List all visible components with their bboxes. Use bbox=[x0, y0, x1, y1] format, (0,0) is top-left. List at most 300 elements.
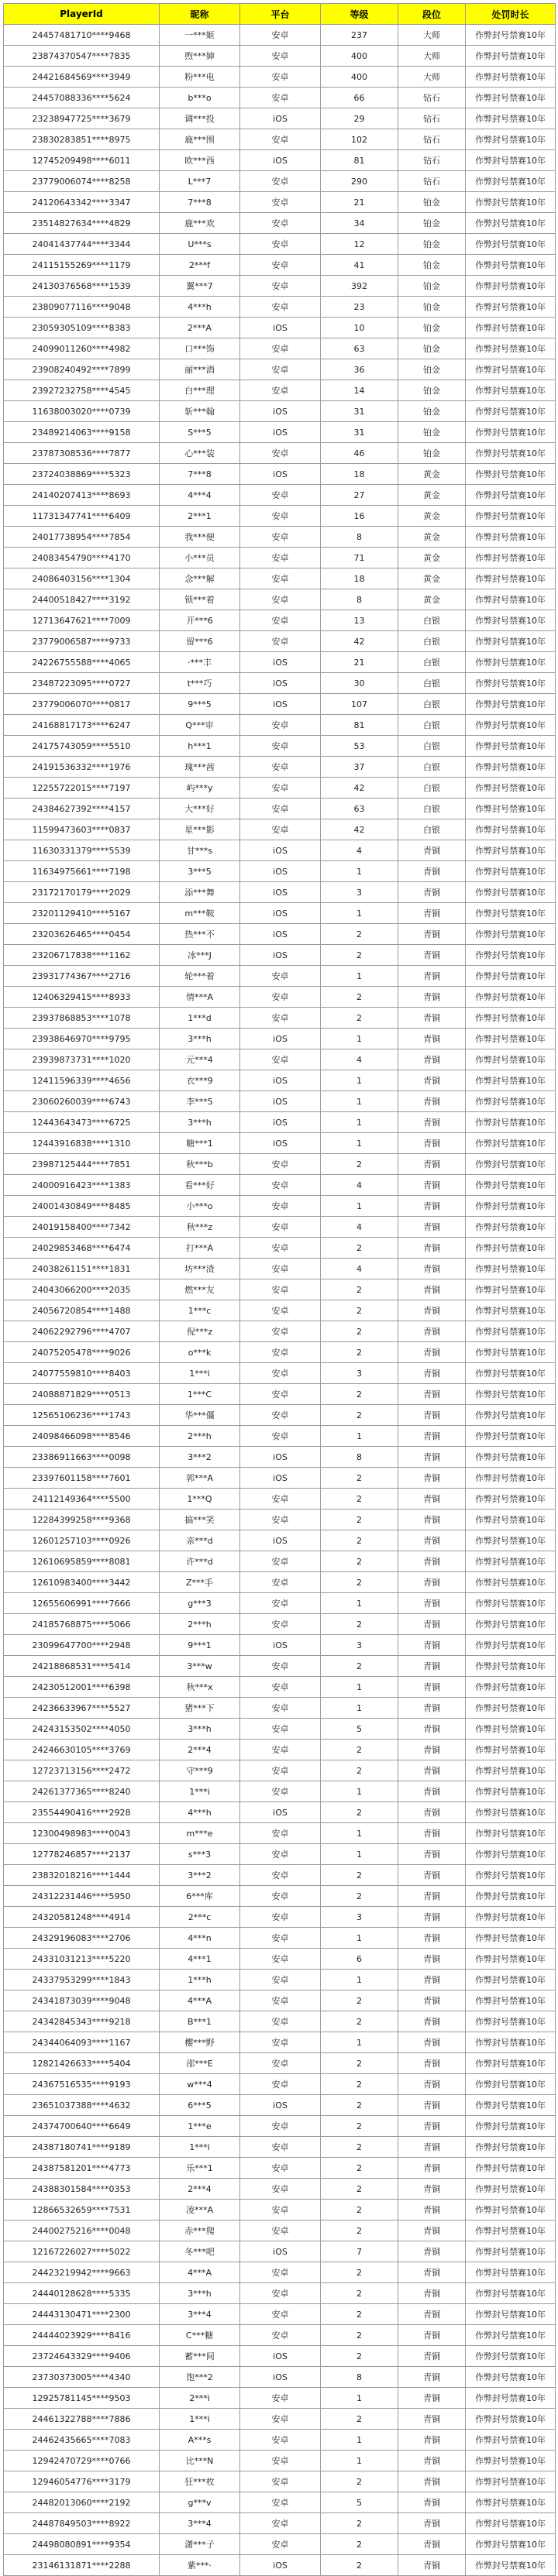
cell-player-id: 23724038869****5323 bbox=[4, 464, 160, 485]
cell-player-id: 12443916838****1310 bbox=[4, 1133, 160, 1154]
header-player-id: PlayerId bbox=[4, 4, 160, 25]
cell-penalty: 作弊封号禁赛10年 bbox=[466, 2032, 556, 2053]
cell-platform: 安卓 bbox=[240, 171, 321, 192]
cell-rank: 青铜 bbox=[398, 1949, 466, 1970]
cell-rank: 青铜 bbox=[398, 1719, 466, 1740]
cell-level: 8 bbox=[321, 2367, 398, 2388]
table-row bbox=[4, 1614, 556, 1635]
cell-rank: 钻石 bbox=[398, 88, 466, 108]
table-row bbox=[4, 255, 556, 276]
cell-rank: 铂金 bbox=[398, 443, 466, 464]
cell-penalty: 作弊封号禁赛10年 bbox=[466, 2513, 556, 2534]
cell-penalty: 作弊封号禁赛10年 bbox=[466, 1614, 556, 1635]
cell-platform: 安卓 bbox=[240, 966, 321, 987]
table-row bbox=[4, 882, 556, 903]
cell-platform: 安卓 bbox=[240, 2158, 321, 2179]
table-row bbox=[4, 380, 556, 401]
cell-platform: 安卓 bbox=[240, 338, 321, 359]
cell-platform: 安卓 bbox=[240, 1740, 321, 1760]
cell-penalty: 作弊封号禁赛10年 bbox=[466, 1719, 556, 1740]
cell-penalty: 作弊封号禁赛10年 bbox=[466, 1342, 556, 1363]
cell-nickname: 2***i bbox=[160, 2388, 240, 2409]
cell-rank: 青铜 bbox=[398, 1677, 466, 1698]
cell-player-id: 24115155269****1179 bbox=[4, 255, 160, 276]
table-row bbox=[4, 819, 556, 840]
cell-penalty: 作弊封号禁赛10年 bbox=[466, 631, 556, 652]
cell-rank: 青铜 bbox=[398, 1300, 466, 1321]
cell-platform: iOS bbox=[240, 2095, 321, 2116]
cell-player-id: 24226755588****4065 bbox=[4, 652, 160, 673]
cell-level: 21 bbox=[321, 652, 398, 673]
cell-penalty: 作弊封号禁赛10年 bbox=[466, 1907, 556, 1928]
cell-rank: 铂金 bbox=[398, 276, 466, 297]
cell-player-id: 12284399258****9368 bbox=[4, 1510, 160, 1530]
table-row bbox=[4, 1363, 556, 1384]
cell-nickname: 7***8 bbox=[160, 464, 240, 485]
cell-rank: 黄金 bbox=[398, 527, 466, 548]
cell-player-id: 24374700640****6649 bbox=[4, 2116, 160, 2137]
cell-penalty: 作弊封号禁赛10年 bbox=[466, 2346, 556, 2367]
cell-level: 5 bbox=[321, 2492, 398, 2513]
cell-platform: 安卓 bbox=[240, 129, 321, 150]
cell-platform: 安卓 bbox=[240, 1342, 321, 1363]
cell-rank: 青铜 bbox=[398, 1049, 466, 1070]
cell-penalty: 作弊封号禁赛10年 bbox=[466, 1133, 556, 1154]
cell-rank: 白银 bbox=[398, 819, 466, 840]
cell-penalty: 作弊封号禁赛10年 bbox=[466, 485, 556, 506]
cell-player-id: 12713647621****7009 bbox=[4, 610, 160, 631]
cell-nickname: 亲***d bbox=[160, 1530, 240, 1551]
cell-platform: 安卓 bbox=[240, 1321, 321, 1342]
table-row bbox=[4, 903, 556, 924]
cell-nickname: 许***d bbox=[160, 1551, 240, 1572]
cell-level: 2 bbox=[321, 2137, 398, 2158]
cell-platform: 安卓 bbox=[240, 255, 321, 276]
cell-level: 2 bbox=[321, 1614, 398, 1635]
cell-level: 237 bbox=[321, 25, 398, 46]
cell-rank: 青铜 bbox=[398, 1802, 466, 1823]
cell-level: 1 bbox=[321, 1970, 398, 1990]
cell-rank: 钻石 bbox=[398, 108, 466, 129]
cell-level: 107 bbox=[321, 694, 398, 715]
cell-rank: 黄金 bbox=[398, 506, 466, 527]
cell-penalty: 作弊封号禁赛10年 bbox=[466, 2116, 556, 2137]
cell-nickname: w***4 bbox=[160, 2074, 240, 2095]
cell-rank: 青铜 bbox=[398, 1133, 466, 1154]
cell-level: 2 bbox=[321, 1342, 398, 1363]
cell-platform: 安卓 bbox=[240, 2221, 321, 2241]
cell-nickname: 1***e bbox=[160, 2116, 240, 2137]
cell-rank: 铂金 bbox=[398, 359, 466, 380]
cell-nickname: 1***Q bbox=[160, 1489, 240, 1510]
cell-rank: 铂金 bbox=[398, 422, 466, 443]
table-row bbox=[4, 757, 556, 778]
cell-nickname: 衣***9 bbox=[160, 1070, 240, 1091]
cell-rank: 黄金 bbox=[398, 589, 466, 610]
cell-rank: 青铜 bbox=[398, 1363, 466, 1384]
cell-player-id: 24243153502****4050 bbox=[4, 1719, 160, 1740]
cell-level: 10 bbox=[321, 318, 398, 338]
cell-player-id: 24236633967****5527 bbox=[4, 1698, 160, 1719]
cell-nickname: 邵***E bbox=[160, 2053, 240, 2074]
cell-player-id: 12443643473****6725 bbox=[4, 1112, 160, 1133]
cell-level: 2 bbox=[321, 1468, 398, 1489]
cell-level: 30 bbox=[321, 673, 398, 694]
cell-level: 2 bbox=[321, 945, 398, 966]
cell-player-id: 24191536332****1976 bbox=[4, 757, 160, 778]
cell-platform: 安卓 bbox=[240, 2032, 321, 2053]
cell-penalty: 作弊封号禁赛10年 bbox=[466, 610, 556, 631]
cell-player-id: 12406329415****8933 bbox=[4, 987, 160, 1008]
cell-level: 2 bbox=[321, 1384, 398, 1405]
cell-platform: iOS bbox=[240, 2346, 321, 2367]
cell-nickname: 打***A bbox=[160, 1238, 240, 1259]
cell-penalty: 作弊封号禁赛10年 bbox=[466, 1049, 556, 1070]
cell-nickname: 潇***子 bbox=[160, 2534, 240, 2555]
table-row bbox=[4, 778, 556, 799]
cell-player-id: 24230512001****6398 bbox=[4, 1677, 160, 1698]
cell-rank: 铂金 bbox=[398, 297, 466, 318]
cell-level: 37 bbox=[321, 757, 398, 778]
cell-nickname: 守***9 bbox=[160, 1760, 240, 1781]
cell-rank: 铂金 bbox=[398, 318, 466, 338]
cell-level: 2 bbox=[321, 2116, 398, 2137]
cell-platform: 安卓 bbox=[240, 631, 321, 652]
cell-penalty: 作弊封号禁赛10年 bbox=[466, 1091, 556, 1112]
table-row bbox=[4, 1760, 556, 1781]
cell-nickname: 鹿***围 bbox=[160, 129, 240, 150]
cell-player-id: 24261377365****8240 bbox=[4, 1781, 160, 1802]
cell-level: 42 bbox=[321, 778, 398, 799]
table-row bbox=[4, 318, 556, 338]
cell-penalty: 作弊封号禁赛10年 bbox=[466, 799, 556, 819]
cell-rank: 黄金 bbox=[398, 464, 466, 485]
cell-nickname: 坊***渣 bbox=[160, 1259, 240, 1279]
cell-platform: 安卓 bbox=[240, 1279, 321, 1300]
cell-level: 1 bbox=[321, 1593, 398, 1614]
cell-penalty: 作弊封号禁赛10年 bbox=[466, 1802, 556, 1823]
cell-nickname: 2***4 bbox=[160, 2179, 240, 2200]
cell-penalty: 作弊封号禁赛10年 bbox=[466, 443, 556, 464]
cell-penalty: 作弊封号禁赛10年 bbox=[466, 2430, 556, 2451]
table-row bbox=[4, 1112, 556, 1133]
cell-nickname: B***1 bbox=[160, 2011, 240, 2032]
cell-platform: 安卓 bbox=[240, 192, 321, 213]
cell-player-id: 23987125444****7851 bbox=[4, 1154, 160, 1175]
cell-player-id: 24367516535****9193 bbox=[4, 2074, 160, 2095]
table-row bbox=[4, 422, 556, 443]
cell-player-id: 23830283851****8975 bbox=[4, 129, 160, 150]
table-row bbox=[4, 1635, 556, 1656]
cell-rank: 青铜 bbox=[398, 2283, 466, 2304]
cell-platform: 安卓 bbox=[240, 1865, 321, 1886]
cell-level: 1 bbox=[321, 1844, 398, 1865]
cell-level: 3 bbox=[321, 1363, 398, 1384]
cell-player-id: 24168817173****6247 bbox=[4, 715, 160, 736]
cell-penalty: 作弊封号禁赛10年 bbox=[466, 2241, 556, 2262]
cell-level: 7 bbox=[321, 2241, 398, 2262]
table-row bbox=[4, 1175, 556, 1196]
cell-nickname: Q***审 bbox=[160, 715, 240, 736]
cell-level: 2 bbox=[321, 2011, 398, 2032]
cell-nickname: A***s bbox=[160, 2430, 240, 2451]
cell-platform: 安卓 bbox=[240, 1175, 321, 1196]
table-row bbox=[4, 234, 556, 255]
cell-nickname: 华***僵 bbox=[160, 1405, 240, 1426]
cell-rank: 青铜 bbox=[398, 1865, 466, 1886]
cell-platform: 安卓 bbox=[240, 297, 321, 318]
cell-nickname: h***1 bbox=[160, 736, 240, 757]
cell-rank: 青铜 bbox=[398, 2513, 466, 2534]
cell-nickname: 白***理 bbox=[160, 380, 240, 401]
cell-level: 4 bbox=[321, 1217, 398, 1238]
cell-level: 400 bbox=[321, 67, 398, 88]
cell-player-id: 24457481710****9468 bbox=[4, 25, 160, 46]
cell-player-id: 11630331379****5539 bbox=[4, 840, 160, 861]
cell-player-id: 23787308536****7877 bbox=[4, 443, 160, 464]
cell-penalty: 作弊封号禁赛10年 bbox=[466, 464, 556, 485]
cell-player-id: 24086403156****1304 bbox=[4, 568, 160, 589]
cell-nickname: 念***解 bbox=[160, 568, 240, 589]
cell-platform: iOS bbox=[240, 401, 321, 422]
cell-platform: iOS bbox=[240, 1802, 321, 1823]
cell-player-id: 12655606991****7666 bbox=[4, 1593, 160, 1614]
cell-nickname: 2***A bbox=[160, 318, 240, 338]
table-row bbox=[4, 2451, 556, 2471]
cell-player-id: 24099011260****4982 bbox=[4, 338, 160, 359]
cell-level: 2 bbox=[321, 2283, 398, 2304]
cell-level: 2 bbox=[321, 1656, 398, 1677]
cell-nickname: 乐***1 bbox=[160, 2158, 240, 2179]
cell-player-id: 24482013060****2192 bbox=[4, 2492, 160, 2513]
cell-platform: 安卓 bbox=[240, 1154, 321, 1175]
table-row bbox=[4, 1781, 556, 1802]
cell-rank: 青铜 bbox=[398, 1154, 466, 1175]
cell-rank: 白银 bbox=[398, 673, 466, 694]
cell-rank: 青铜 bbox=[398, 987, 466, 1008]
cell-player-id: 12167226027****5022 bbox=[4, 2241, 160, 2262]
cell-nickname: 煦***婶 bbox=[160, 46, 240, 67]
cell-player-id: 23514827634****4829 bbox=[4, 213, 160, 234]
cell-level: 1 bbox=[321, 966, 398, 987]
cell-rank: 青铜 bbox=[398, 1196, 466, 1217]
cell-player-id: 24387180741****9189 bbox=[4, 2137, 160, 2158]
cell-penalty: 作弊封号禁赛10年 bbox=[466, 1279, 556, 1300]
table-row bbox=[4, 2430, 556, 2451]
cell-player-id: 23779006070****0817 bbox=[4, 694, 160, 715]
cell-rank: 青铜 bbox=[398, 1510, 466, 1530]
table-row bbox=[4, 1259, 556, 1279]
cell-penalty: 作弊封号禁赛10年 bbox=[466, 1510, 556, 1530]
cell-player-id: 24175743059****5510 bbox=[4, 736, 160, 757]
cell-player-id: 24130376568****1539 bbox=[4, 276, 160, 297]
cell-platform: 安卓 bbox=[240, 1719, 321, 1740]
cell-platform: 安卓 bbox=[240, 1760, 321, 1781]
cell-level: 14 bbox=[321, 380, 398, 401]
table-row bbox=[4, 2032, 556, 2053]
table-row bbox=[4, 1551, 556, 1572]
cell-platform: 安卓 bbox=[240, 1049, 321, 1070]
cell-penalty: 作弊封号禁赛10年 bbox=[466, 338, 556, 359]
cell-nickname: 1***i bbox=[160, 1363, 240, 1384]
cell-penalty: 作弊封号禁赛10年 bbox=[466, 2095, 556, 2116]
cell-platform: 安卓 bbox=[240, 2053, 321, 2074]
cell-platform: 安卓 bbox=[240, 548, 321, 568]
cell-platform: 安卓 bbox=[240, 2430, 321, 2451]
table-row bbox=[4, 1886, 556, 1907]
cell-platform: iOS bbox=[240, 1468, 321, 1489]
cell-rank: 青铜 bbox=[398, 2325, 466, 2346]
cell-penalty: 作弊封号禁赛10年 bbox=[466, 1865, 556, 1886]
cell-platform: 安卓 bbox=[240, 1593, 321, 1614]
cell-player-id: 23146131871****2288 bbox=[4, 2555, 160, 2576]
table-row bbox=[4, 192, 556, 213]
cell-penalty: 作弊封号禁赛10年 bbox=[466, 1844, 556, 1865]
cell-platform: 安卓 bbox=[240, 527, 321, 548]
cell-nickname: 留***6 bbox=[160, 631, 240, 652]
table-row bbox=[4, 1677, 556, 1698]
table-row bbox=[4, 589, 556, 610]
cell-penalty: 作弊封号禁赛10年 bbox=[466, 1551, 556, 1572]
cell-penalty: 作弊封号禁赛10年 bbox=[466, 1886, 556, 1907]
table-row bbox=[4, 2513, 556, 2534]
table-row bbox=[4, 548, 556, 568]
table-row bbox=[4, 652, 556, 673]
cell-platform: 安卓 bbox=[240, 276, 321, 297]
cell-level: 12 bbox=[321, 234, 398, 255]
cell-level: 1 bbox=[321, 1426, 398, 1447]
cell-player-id: 12601257103****0926 bbox=[4, 1530, 160, 1551]
cell-level: 16 bbox=[321, 506, 398, 527]
cell-penalty: 作弊封号禁赛10年 bbox=[466, 2158, 556, 2179]
cell-player-id: 23203626465****0454 bbox=[4, 924, 160, 945]
table-row bbox=[4, 924, 556, 945]
cell-platform: 安卓 bbox=[240, 1405, 321, 1426]
cell-level: 46 bbox=[321, 443, 398, 464]
cell-penalty: 作弊封号禁赛10年 bbox=[466, 2492, 556, 2513]
cell-platform: iOS bbox=[240, 464, 321, 485]
cell-level: 2 bbox=[321, 1489, 398, 1510]
cell-rank: 青铜 bbox=[398, 2116, 466, 2137]
cell-player-id: 23931774367****2716 bbox=[4, 966, 160, 987]
cell-nickname: 3***4 bbox=[160, 2304, 240, 2325]
cell-nickname: g***v bbox=[160, 2492, 240, 2513]
cell-penalty: 作弊封号禁赛10年 bbox=[466, 2221, 556, 2241]
cell-player-id: 23059305109****8383 bbox=[4, 318, 160, 338]
cell-penalty: 作弊封号禁赛10年 bbox=[466, 297, 556, 318]
cell-platform: 安卓 bbox=[240, 2283, 321, 2304]
cell-penalty: 作弊封号禁赛10年 bbox=[466, 945, 556, 966]
cell-level: 41 bbox=[321, 255, 398, 276]
cell-penalty: 作弊封号禁赛10年 bbox=[466, 987, 556, 1008]
cell-penalty: 作弊封号禁赛10年 bbox=[466, 966, 556, 987]
cell-nickname: 一***姬 bbox=[160, 25, 240, 46]
cell-penalty: 作弊封号禁赛10年 bbox=[466, 2471, 556, 2492]
cell-player-id: 23927232758****4545 bbox=[4, 380, 160, 401]
table-row bbox=[4, 1823, 556, 1844]
cell-level: 21 bbox=[321, 192, 398, 213]
cell-platform: 安卓 bbox=[240, 1949, 321, 1970]
cell-rank: 白银 bbox=[398, 799, 466, 819]
cell-player-id: 12565106236****1743 bbox=[4, 1405, 160, 1426]
cell-penalty: 作弊封号禁赛10年 bbox=[466, 1823, 556, 1844]
cell-nickname: 倪***z bbox=[160, 1321, 240, 1342]
cell-player-id: 24112149364****5500 bbox=[4, 1489, 160, 1510]
cell-level: 34 bbox=[321, 213, 398, 234]
cell-player-id: 23489214063****9158 bbox=[4, 422, 160, 443]
cell-nickname: 郭***A bbox=[160, 1468, 240, 1489]
cell-platform: 安卓 bbox=[240, 2200, 321, 2221]
table-row bbox=[4, 2116, 556, 2137]
table-row bbox=[4, 1133, 556, 1154]
cell-nickname: 锁***着 bbox=[160, 589, 240, 610]
cell-rank: 白银 bbox=[398, 757, 466, 778]
cell-nickname: 鹿***欢 bbox=[160, 213, 240, 234]
cell-platform: iOS bbox=[240, 903, 321, 924]
cell-nickname: 情***A bbox=[160, 987, 240, 1008]
table-row bbox=[4, 1342, 556, 1363]
cell-player-id: 23060260039****6743 bbox=[4, 1091, 160, 1112]
cell-penalty: 作弊封号禁赛10年 bbox=[466, 1635, 556, 1656]
table-row bbox=[4, 108, 556, 129]
cell-penalty: 作弊封号禁赛10年 bbox=[466, 548, 556, 568]
cell-platform: 安卓 bbox=[240, 568, 321, 589]
cell-platform: 安卓 bbox=[240, 1572, 321, 1593]
cell-penalty: 作弊封号禁赛10年 bbox=[466, 276, 556, 297]
cell-player-id: 24218868531****5414 bbox=[4, 1656, 160, 1677]
cell-player-id: 24041437744****3344 bbox=[4, 234, 160, 255]
cell-level: 2 bbox=[321, 2262, 398, 2283]
cell-nickname: 3***h bbox=[160, 1112, 240, 1133]
cell-nickname: 大***好 bbox=[160, 799, 240, 819]
cell-nickname: 6***库 bbox=[160, 1886, 240, 1907]
cell-nickname: 蓄***间 bbox=[160, 2346, 240, 2367]
cell-rank: 大师 bbox=[398, 67, 466, 88]
cell-level: 2 bbox=[321, 1530, 398, 1551]
cell-rank: 青铜 bbox=[398, 2053, 466, 2074]
cell-platform: iOS bbox=[240, 422, 321, 443]
cell-player-id: 24077559810****8403 bbox=[4, 1363, 160, 1384]
cell-player-id: 24331031213****5220 bbox=[4, 1949, 160, 1970]
cell-level: 1 bbox=[321, 861, 398, 882]
cell-platform: iOS bbox=[240, 924, 321, 945]
cell-platform: 安卓 bbox=[240, 1907, 321, 1928]
cell-penalty: 作弊封号禁赛10年 bbox=[466, 1070, 556, 1091]
cell-level: 1 bbox=[321, 1677, 398, 1698]
cell-level: 2 bbox=[321, 2053, 398, 2074]
cell-platform: 安卓 bbox=[240, 2451, 321, 2471]
cell-rank: 青铜 bbox=[398, 1970, 466, 1990]
cell-level: 2 bbox=[321, 1740, 398, 1760]
cell-platform: 安卓 bbox=[240, 46, 321, 67]
cell-level: 42 bbox=[321, 819, 398, 840]
cell-level: 2 bbox=[321, 2325, 398, 2346]
cell-rank: 白银 bbox=[398, 610, 466, 631]
cell-level: 3 bbox=[321, 882, 398, 903]
table-row bbox=[4, 2471, 556, 2492]
table-body bbox=[4, 25, 556, 2576]
cell-rank: 青铜 bbox=[398, 2534, 466, 2555]
cell-platform: 安卓 bbox=[240, 757, 321, 778]
cell-rank: 青铜 bbox=[398, 2346, 466, 2367]
cell-nickname: 4***n bbox=[160, 1928, 240, 1949]
cell-rank: 青铜 bbox=[398, 2388, 466, 2409]
cell-nickname: 1***h bbox=[160, 1970, 240, 1990]
cell-penalty: 作弊封号禁赛10年 bbox=[466, 192, 556, 213]
cell-rank: 青铜 bbox=[398, 1321, 466, 1342]
cell-rank: 大师 bbox=[398, 46, 466, 67]
cell-platform: iOS bbox=[240, 861, 321, 882]
